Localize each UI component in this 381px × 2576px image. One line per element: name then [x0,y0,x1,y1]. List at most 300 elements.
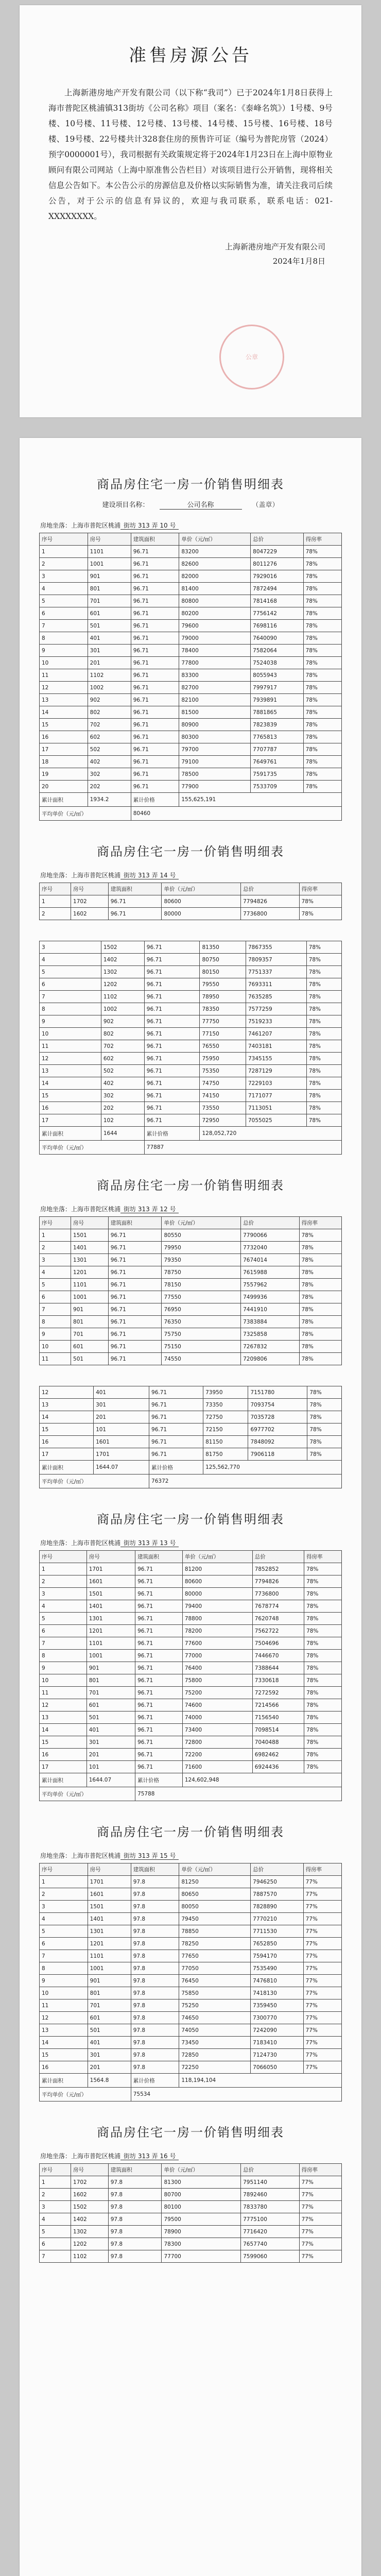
avg-label: 平均单价（元/㎡） [40,1141,145,1155]
table-cell: 401 [88,632,131,645]
table-row [40,1761,342,1773]
table-cell: 96.71 [108,1353,162,1365]
table-cell: 78800 [182,1613,252,1625]
table-cell: 96.71 [144,1040,200,1053]
table-cell: 78% [306,991,341,1003]
column-header: 单价（元/㎡） [179,1863,251,1876]
address-label: 房地坐落：上海市普陀区桃浦 [40,872,121,879]
table-cell: 77150 [200,1028,246,1040]
address-value: 街坊 313 弄 12 号 [120,1206,179,1213]
table-cell: 78% [306,1028,341,1040]
table-cell: 501 [88,2024,131,2037]
table-cell: 601 [86,1699,135,1711]
sheet-section [20,2122,361,2263]
table-row [40,1328,342,1341]
table-cell: 78% [306,1077,341,1090]
table-cell: 1101 [88,1950,131,1962]
table-cell: 7 [40,991,101,1003]
price-list-document [20,438,361,2576]
table-cell: 96.71 [144,941,200,954]
table-row [40,1448,342,1461]
notice-body: 上海新港房地产开发有限公司（以下称“我司”）已于2024年1月8日获得上海市普陀区桃浦镇313街坊《公司名称》项目（案名：《泰峰名筑》）1号楼、9号楼、10号楼、11号楼、12号楼、13号楼、14号楼、15号楼、16号楼、18号楼、19号楼、22号楼共计328套住房的预售许可证（编号为普陀房管（2024）预字0000001号），我司根据有关政策规定将于2024年1月23日在上海中原物业顾问有限公司网站（上海中原准售公告栏目）对该项目进行公开销售，现将相关信息公告如下。本公告公示的房源信息及价格以实际销售为准，请关注我司后续公告，对于公示的信息有异议的，欢迎与我司联系，联系电话：021-XXXXXXXX。 [48,88,333,221]
table-cell: 7678774 [252,1600,304,1613]
price-table [39,2163,342,2263]
table-cell: 96.71 [131,743,179,756]
table-cell: 7809357 [246,954,306,966]
table-cell: 7833780 [241,2201,299,2213]
table-cell: 78% [299,1341,341,1353]
table-cell: 1302 [101,966,144,978]
table-cell: 6 [40,2238,71,2250]
table-row [40,2012,342,2024]
table-row [40,1040,342,1053]
table-row [40,694,342,706]
column-header: 总价 [241,2164,299,2176]
table-cell: 78% [303,645,341,657]
table-cell: 1702 [71,895,109,908]
sheet-section [20,841,361,920]
table-cell: 1501 [88,1901,131,1913]
table-cell: 96.71 [144,1077,200,1090]
table-cell: 701 [88,1999,131,2012]
table-row [40,1353,342,1365]
table-cell: 7171077 [246,1090,306,1102]
table-cell: 6982462 [252,1749,304,1761]
table-cell: 79000 [179,632,251,645]
table-cell: 7649761 [251,756,303,768]
table-row [40,1600,342,1613]
table-cell: 97.8 [131,1950,179,1962]
table-cell: 97.8 [131,1876,179,1888]
table-cell: 72150 [203,1423,248,1436]
table-cell: 14 [40,2037,88,2049]
column-header: 建筑面积 [108,883,162,895]
table-cell: 1701 [86,1563,135,1575]
table-row [40,743,342,756]
table-cell: 79550 [200,978,246,991]
table-cell: 6 [40,1291,71,1303]
table-cell: 72850 [179,2049,251,2061]
table-cell: 7156540 [252,1711,304,1724]
table-cell: 901 [86,1662,135,1674]
column-header: 得房率 [299,2164,341,2176]
address-label: 房地坐落：上海市普陀区桃浦 [40,1206,121,1213]
table-cell: 78% [299,895,341,908]
table-cell: 80050 [179,1901,251,1913]
table-cell: 6 [40,978,101,991]
table-cell: 7946250 [251,1876,303,1888]
table-cell: 78% [304,1711,342,1724]
table-cell: 77% [299,2250,341,2263]
table-cell: 10 [40,1028,101,1040]
table-cell: 78% [303,743,341,756]
table-row [40,546,342,558]
table-row [40,1950,342,1962]
sheet-section [20,1509,361,1801]
table-cell: 1401 [86,1600,135,1613]
table-cell: 8 [40,632,88,645]
table-cell: 5 [40,2226,71,2238]
table-cell: 10 [40,1987,88,1999]
table-cell: 96.71 [135,1687,183,1699]
table-cell: 7533709 [251,781,303,793]
table-cell: 13 [40,2024,88,2037]
table-cell: 77% [303,1975,341,1987]
table-cell: 80650 [179,1888,251,1901]
table-cell: 1302 [71,2226,109,2238]
table-cell: 80750 [200,954,246,966]
table-cell: 8047229 [251,546,303,558]
table-cell: 7770210 [251,1913,303,1925]
table-cell: 11 [40,1353,71,1365]
table-cell: 7 [40,1950,88,1962]
column-header: 得房率 [304,1551,342,1563]
company-seal: 公章 [219,325,284,389]
table-cell: 2 [40,1888,88,1901]
column-header: 得房率 [303,1863,341,1876]
table-cell: 96.71 [135,1699,183,1711]
sum-area-label: 累计面积 [40,1461,94,1475]
table-row [40,1436,342,1448]
table-cell: 80150 [200,966,246,978]
table-cell: 78% [307,1411,342,1423]
table-cell: 7732040 [241,1242,299,1254]
table-cell: 96.71 [144,1015,200,1028]
table-cell: 7287129 [246,1065,306,1077]
sheet-section [20,1175,361,1365]
table-cell: 82600 [179,558,251,570]
avg-value: 76372 [149,1475,342,1488]
table-row [40,954,342,966]
column-header: 总价 [251,1863,303,1876]
table-cell: 78300 [162,2238,241,2250]
table-cell: 7577259 [246,1003,306,1015]
table-row [40,1003,342,1015]
table-cell: 78% [303,694,341,706]
address-label: 房地坐落：上海市普陀区桃浦 [40,1852,121,1859]
building-address [40,2151,361,2160]
table-cell: 802 [88,706,131,719]
table-cell: 75350 [200,1065,246,1077]
table-cell: 1 [40,1876,88,1888]
table-cell: 73950 [203,1386,248,1399]
table-cell: 78150 [162,1279,241,1291]
table-row [40,1291,342,1303]
table-cell: 10 [40,1674,87,1687]
table-cell: 76350 [162,1316,241,1328]
table-cell: 14 [40,1411,94,1423]
table-cell: 7066050 [251,2061,303,2074]
table-cell: 96.71 [108,1242,162,1254]
table-cell: 80900 [179,719,251,731]
table-cell: 4 [40,2213,71,2226]
table-cell: 3 [40,941,101,954]
table-cell: 1402 [101,954,144,966]
avg-label: 平均单价（元/㎡） [40,2088,131,2102]
table-cell: 7635285 [246,991,306,1003]
table-cell: 502 [88,743,131,756]
table-cell: 7892460 [241,2189,299,2201]
table-cell: 76550 [200,1040,246,1053]
table-cell: 78% [307,1448,342,1461]
table-cell: 7736800 [252,1588,304,1600]
table-cell: 7591735 [251,768,303,781]
table-cell: 7765813 [251,731,303,743]
sum-area-label: 累计面积 [40,2074,88,2088]
table-cell: 77% [303,1901,341,1913]
table-cell: 501 [71,1353,109,1365]
table-row [40,657,342,669]
table-cell: 97.8 [131,2049,179,2061]
table-cell: 81150 [203,1436,248,1448]
table-cell: 202 [88,781,131,793]
table-cell: 78% [304,1687,342,1699]
table-cell: 78% [304,1563,342,1575]
table-cell: 7794826 [252,1575,304,1588]
table-row [40,2213,342,2226]
table-cell: 302 [88,768,131,781]
table-cell: 97.8 [131,1938,179,1950]
table-row [40,2176,342,2189]
table-cell: 77% [303,1950,341,1962]
table-row [40,719,342,731]
table-cell: 7214566 [252,1699,304,1711]
table-cell: 7939891 [251,694,303,706]
table-cell: 902 [101,1015,144,1028]
table-cell: 78% [306,1102,341,1114]
table-cell: 96.71 [131,657,179,669]
table-cell: 78% [304,1736,342,1749]
table-cell: 8 [40,1962,88,1975]
table-cell: 96.71 [131,706,179,719]
table-cell: 101 [94,1423,149,1436]
price-table [39,883,342,920]
table-cell: 79700 [179,743,251,756]
table-row [40,1711,342,1724]
table-cell: 97.8 [131,2012,179,2024]
table-cell: 15 [40,2049,88,2061]
table-cell: 7388644 [252,1662,304,1674]
table-cell: 75150 [162,1341,241,1353]
column-header: 序号 [40,883,71,895]
header-row [40,1217,342,1229]
table-row [40,1975,342,1987]
column-header: 得房率 [303,533,341,546]
table-title: 商品房住宅一房一价销售明细表 [97,477,284,492]
table-cell: 2 [40,558,88,570]
table-cell: 79100 [179,756,251,768]
table-cell: 402 [88,756,131,768]
table-cell: 78350 [200,1003,246,1015]
table-cell: 78% [306,1114,341,1127]
table-cell: 13 [40,1065,101,1077]
table-cell: 79450 [179,1913,251,1925]
table-cell: 96.71 [131,558,179,570]
table-cell: 96.71 [108,908,162,920]
table-row [40,1279,342,1291]
table-cell: 9 [40,1328,71,1341]
table-cell: 11 [40,669,88,682]
table-cell: 7693311 [246,978,306,991]
table-row [40,2037,342,2049]
table-cell: 77% [303,2012,341,2024]
table-cell: 96.71 [131,645,179,657]
table-cell: 7828890 [251,1901,303,1913]
table-row [40,558,342,570]
table-cell: 301 [86,1736,135,1749]
table-cell: 73450 [179,2037,251,2049]
table-row [40,706,342,719]
table-cell: 78% [304,1749,342,1761]
table-row [40,1102,342,1114]
table-row [40,2250,342,2263]
project-name: 公司名称 [160,499,242,510]
address-value: 街坊 313 弄 10 号 [120,522,179,530]
column-header: 序号 [40,1551,87,1563]
table-cell: 1401 [71,1242,109,1254]
table-cell: 17 [40,1761,87,1773]
table-cell: 78% [306,1053,341,1065]
table-cell: 17 [40,1114,101,1127]
table-cell: 602 [101,1053,144,1065]
table-cell: 96.71 [144,978,200,991]
table-cell: 96.71 [149,1386,203,1399]
table-cell: 4 [40,1600,87,1613]
table-cell: 78% [299,1242,341,1254]
sum-area-label: 累计面积 [40,1127,101,1141]
table-cell: 2 [40,1242,71,1254]
table-row [40,1913,342,1925]
table-cell: 9 [40,1662,87,1674]
table-cell: 77% [303,1925,341,1938]
table-cell: 81350 [200,941,246,954]
table-cell: 96.71 [108,1291,162,1303]
table-cell: 7640090 [251,632,303,645]
table-cell: 7242090 [251,2024,303,2037]
table-cell: 1 [40,546,88,558]
price-table [39,941,342,1155]
table-cell: 1501 [86,1588,135,1600]
address-value: 街坊 313 弄 14 号 [120,872,179,879]
table-cell: 1001 [71,1291,109,1303]
avg-value: 75788 [135,1787,342,1801]
table-cell: 7151780 [248,1386,307,1399]
table-cell: 7852852 [252,1563,304,1575]
table-cell: 6977702 [248,1423,307,1436]
table-cell: 3 [40,2201,71,2213]
column-header: 得房率 [299,883,341,895]
table-cell: 73550 [200,1102,246,1114]
table-cell: 97.8 [131,2061,179,2074]
table-cell: 96.71 [108,1328,162,1341]
table-cell: 82000 [179,570,251,583]
table-cell: 501 [86,1711,135,1724]
table-row [40,1229,342,1242]
table-cell: 78% [299,1279,341,1291]
table-cell: 7209806 [241,1353,299,1365]
table-cell: 78% [303,607,341,620]
table-cell: 7519233 [246,1015,306,1028]
table-cell: 8011276 [251,558,303,570]
sheet-section [20,941,361,1155]
building-address [40,1205,361,1213]
table-cell: 96.71 [108,1279,162,1291]
table-cell: 96.71 [135,1563,183,1575]
table-cell: 75800 [182,1674,252,1687]
table-cell: 7716420 [241,2226,299,2238]
table-cell: 77% [303,1999,341,2012]
table-cell: 901 [71,1303,109,1316]
sheet-section [20,474,361,821]
table-cell: 4 [40,1913,88,1925]
table-cell: 82700 [179,682,251,694]
table-cell: 16 [40,1749,87,1761]
table-cell: 78% [304,1575,342,1588]
table-cell: 301 [88,645,131,657]
table-cell: 80800 [179,595,251,607]
column-header: 序号 [40,533,88,546]
table-cell: 3 [40,1901,88,1913]
table-cell: 1001 [88,558,131,570]
table-cell: 74750 [200,1077,246,1090]
table-cell: 77% [303,1987,341,1999]
table-cell: 96.71 [144,966,200,978]
table-cell: 7535490 [251,1962,303,1975]
column-header: 总价 [241,1217,299,1229]
table-cell: 78% [303,595,341,607]
table-cell: 4 [40,954,101,966]
table-cell: 78% [303,620,341,632]
column-header: 单价（元/㎡） [162,883,241,895]
table-cell: 78250 [179,1938,251,1950]
avg-value: 75534 [131,2088,341,2102]
table-cell: 5 [40,966,101,978]
table-cell: 79950 [162,1242,241,1254]
table-cell: 96.71 [149,1411,203,1423]
table-cell: 7794826 [241,895,299,908]
table-cell: 16 [40,1436,94,1448]
table-row [40,756,342,768]
table-cell: 14 [40,706,88,719]
price-table [39,1550,342,1801]
table-cell: 96.71 [144,1102,200,1114]
table-cell: 97.8 [131,1913,179,1925]
table-cell: 96.71 [131,756,179,768]
table-cell: 78% [304,1761,342,1773]
table-cell: 96.71 [131,546,179,558]
table-cell: 7035728 [248,1411,307,1423]
table-cell: 77800 [179,657,251,669]
total-row [40,2074,342,2088]
table-cell: 201 [94,1411,149,1423]
table-cell: 78% [303,756,341,768]
table-cell: 801 [88,583,131,595]
table-cell: 12 [40,2012,88,2024]
table-title: 商品房住宅一房一价销售明细表 [97,1178,284,1193]
table-cell: 78% [307,1399,342,1411]
table-cell: 78% [303,719,341,731]
table-cell: 7711530 [251,1925,303,1938]
table-cell: 16 [40,2061,88,2074]
table-cell: 78% [306,1003,341,1015]
header-row [40,1863,342,1876]
table-cell: 302 [101,1090,144,1102]
table-cell: 97.8 [108,2213,162,2226]
table-cell: 7736800 [241,908,299,920]
table-cell: 96.71 [135,1749,183,1761]
table-row [40,1625,342,1637]
table-cell: 77% [299,2238,341,2250]
